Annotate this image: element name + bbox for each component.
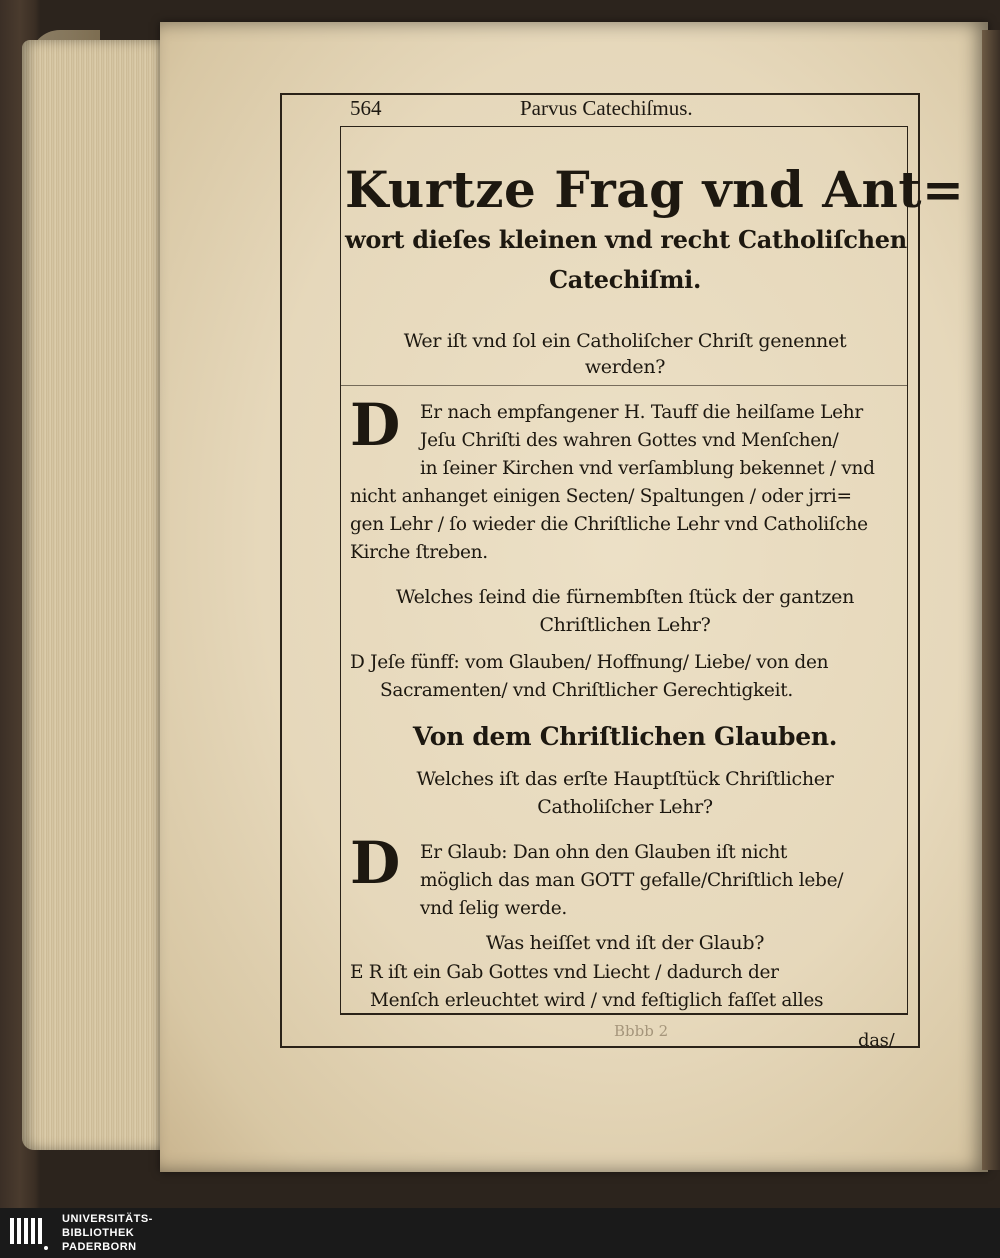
section-heading: Von dem Chriſtlichen Glauben. [412,722,838,751]
question-1-line-2: werden? [584,356,666,378]
answer-4-line-2: Menſch erleuchtet wird / vnd feſtiglich faſſet alles [370,990,824,1011]
bottom-rule [340,1014,908,1015]
library-name-line-3: PADERBORN [62,1241,137,1253]
answer-4-line-1: E R iſt ein Gab Gottes vnd Liecht / dadurch der [350,962,779,983]
question-4-line-1: Was heiſſet vnd iſt der Glaub? [485,932,765,954]
signature-mark: Bbbb 2 [614,1022,669,1040]
library-logo-icon [8,1214,48,1252]
answer-2-line-1: D Jeſe fünff: vom Glauben/ Hoffnung/ Liebe/ von den [350,652,829,673]
facing-page-edge [982,30,1000,1170]
running-head: Parvus Catechiſmus. [520,96,693,120]
title-line-3: Catechiſmi. [548,265,702,294]
page-edges-stack [22,40,162,1150]
answer-1-line-4: nicht anhanget einigen Secten/ Spaltungen / oder jrri= [350,486,852,507]
question-3-line-2: Catholiſcher Lehr? [537,796,713,818]
question-2-line-1: Welches ſeind die fürnembſten ſtück der gantzen [395,586,855,608]
question-3-line-1: Welches iſt das erſte Hauptſtück Chriſtlicher [416,768,834,790]
catchword: das/ [858,1030,895,1051]
answer-1-line-1: Er nach empfangener H. Tauff die heilſame Lehr [420,402,863,423]
drop-cap-2: D [350,829,401,897]
divider-rule [340,385,908,386]
question-1-line-1: Wer iſt vnd ſol ein Catholiſcher Chriſt genennet [403,330,847,352]
answer-1-line-6: Kirche ſtreben. [350,542,488,563]
title-line-2: wort dieſes kleinen vnd recht Catholiſchen [345,225,907,254]
answer-1-line-5: gen Lehr / ſo wieder die Chriſtliche Lehr vnd Catholiſche [350,514,868,535]
answer-1-line-3: in ſeiner Kirchen vnd verſamblung bekennet / vnd [420,458,875,479]
answer-3-line-3: vnd ſelig werde. [420,898,567,919]
page-number: 564 [350,96,382,120]
answer-2-line-2: Sacramenten/ vnd Chriſtlicher Gerechtigkeit. [380,680,793,701]
library-footer [0,1208,1000,1258]
drop-cap-1: D [350,391,401,459]
answer-3-line-1: Er Glaub: Dan ohn den Glauben iſt nicht [420,842,788,863]
answer-1-line-2: Jeſu Chriſti des wahren Gottes vnd Menſchen/ [420,430,839,451]
library-name-line-1: UNIVERSITÄTS- [62,1213,153,1225]
library-name-line-2: BIBLIOTHEK [62,1227,135,1239]
answer-3-line-2: möglich das man GOTT gefalle/Chriſtlich lebe/ [420,870,844,891]
title-line-1: Kurtze Frag vnd Ant= [345,160,965,219]
question-2-line-2: Chriſtlichen Lehr? [539,614,711,636]
